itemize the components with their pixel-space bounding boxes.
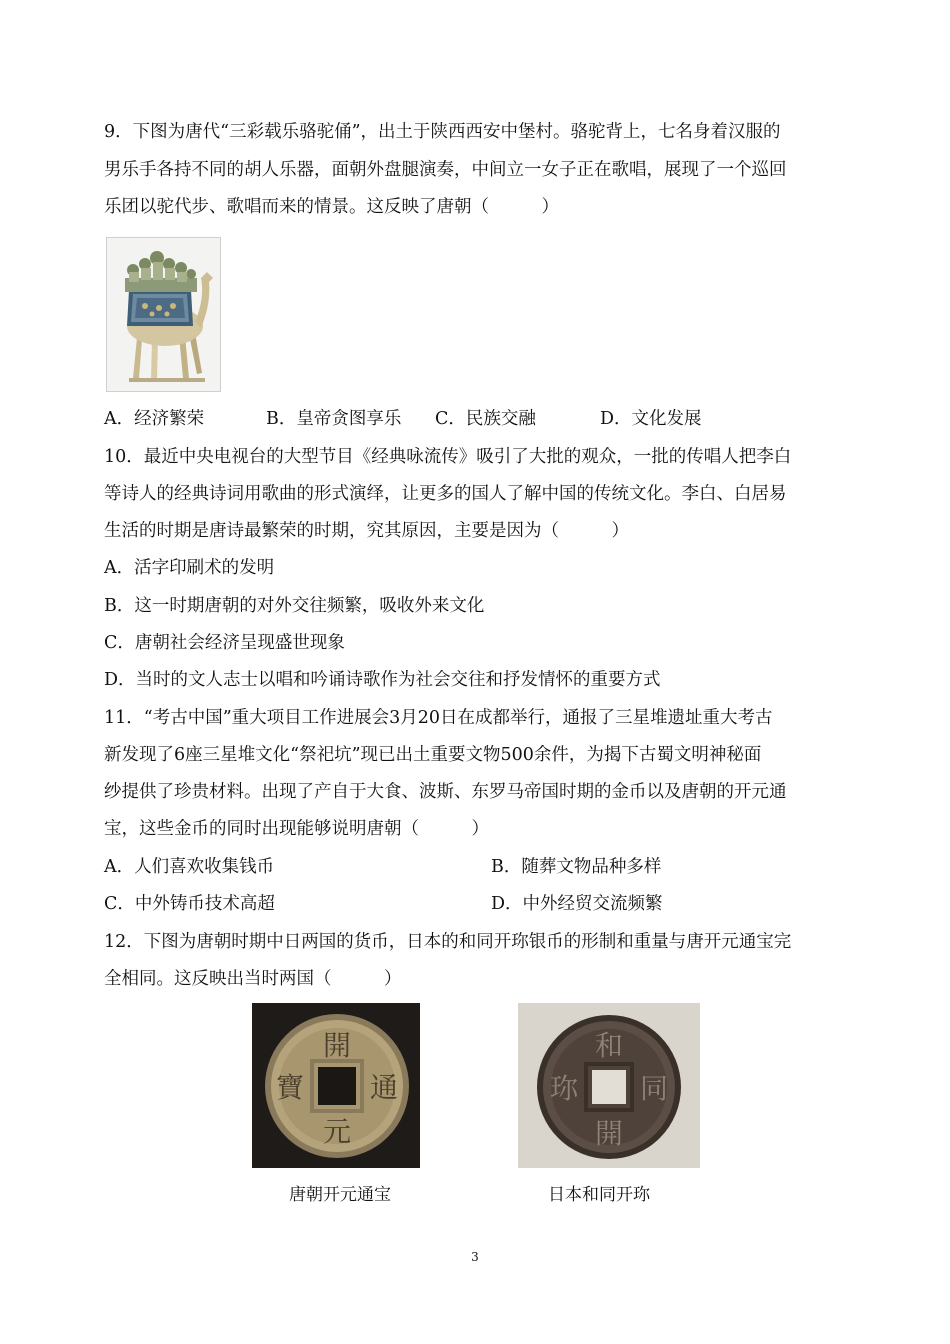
q10-line-2: 等诗人的经典诗词用歌曲的形式演绎，让更多的国人了解中国的传统文化。李白、白居易 [104,484,787,504]
page-number: 3 [471,1250,479,1264]
q12-line-1: 12．下图为唐朝时期中日两国的货币，日本的和同开珎银币的形制和重量与唐开元通宝完 [104,932,792,952]
coin2-char-bottom: 開 [594,1117,624,1150]
q10-option-c: C．唐朝社会经济呈现盛世现象 [104,633,345,653]
q11-line-4: 宝，这些金币的同时出现能够说明唐朝（ ） [104,819,489,839]
coin1-char-bottom: 元 [322,1115,352,1148]
q11-line-1: 11．“考古中国”重大项目工作进展会3月20日在成都举行，通报了三星堆遗址重大考古 [104,708,773,728]
q9-line-1: 9．下图为唐代“三彩载乐骆驼俑”，出土于陕西西安中堡村。骆驼背上，七名身着汉服的 [104,122,781,142]
wado-kaichin-coin-image [518,1003,700,1168]
q11-option-b: B．随葬文物品种多样 [491,857,662,877]
q9-option-c: C．民族交融 [435,409,536,429]
kaiyuan-tongbao-coin-image [252,1003,420,1168]
q11-option-a: A．人们喜欢收集钱币 [104,857,275,877]
coin2-caption: 日本和同开珎 [548,1185,650,1205]
q10-line-3: 生活的时期是唐诗最繁荣的时期，究其原因，主要是因为（ ） [104,521,629,541]
q10-option-d: D．当时的文人志士以唱和吟诵诗歌作为社会交往和抒发情怀的重要方式 [104,670,661,690]
q12-line-2: 全相同。这反映出当时两国（ ） [104,969,402,989]
q10-option-a: A．活字印刷术的发明 [104,558,275,578]
q11-option-c: C．中外铸币技术高超 [104,894,275,914]
camel-figurine-image [106,237,221,392]
q9-option-b: B．皇帝贪图享乐 [266,409,402,429]
coin2-char-top: 和 [594,1029,624,1062]
coin1-caption: 唐朝开元通宝 [289,1185,391,1205]
coin1-char-top: 開 [322,1029,352,1062]
q9-line-3: 乐团以驼代步、歌唱而来的情景。这反映了唐朝（ ） [104,197,559,217]
q9-option-d: D．文化发展 [600,409,702,429]
q10-option-b: B．这一时期唐朝的对外交往频繁，吸收外来文化 [104,596,485,616]
q11-line-3: 纱提供了珍贵材料。出现了产自于大食、波斯、东罗马帝国时期的金币以及唐朝的开元通 [104,782,787,802]
q11-line-2: 新发现了6座三星堆文化“祭祀坑”现已出土重要文物500余件，为揭下古蜀文明神秘面 [104,745,762,765]
q9-line-2: 男乐手各持不同的胡人乐器，面朝外盘腿演奏，中间立一女子正在歌唱，展现了一个巡回 [104,160,787,180]
q11-option-d: D．中外经贸交流频繁 [491,894,663,914]
coin1-char-right: 通 [369,1071,399,1104]
q10-line-1: 10．最近中央电视台的大型节目《经典咏流传》吸引了大批的观众，一批的传唱人把李白 [104,447,792,467]
coin1-char-left: 寶 [275,1071,305,1104]
coin2-char-right: 同 [639,1072,669,1105]
q9-option-a: A．经济繁荣 [104,409,205,429]
coin2-char-left: 珎 [549,1072,579,1105]
